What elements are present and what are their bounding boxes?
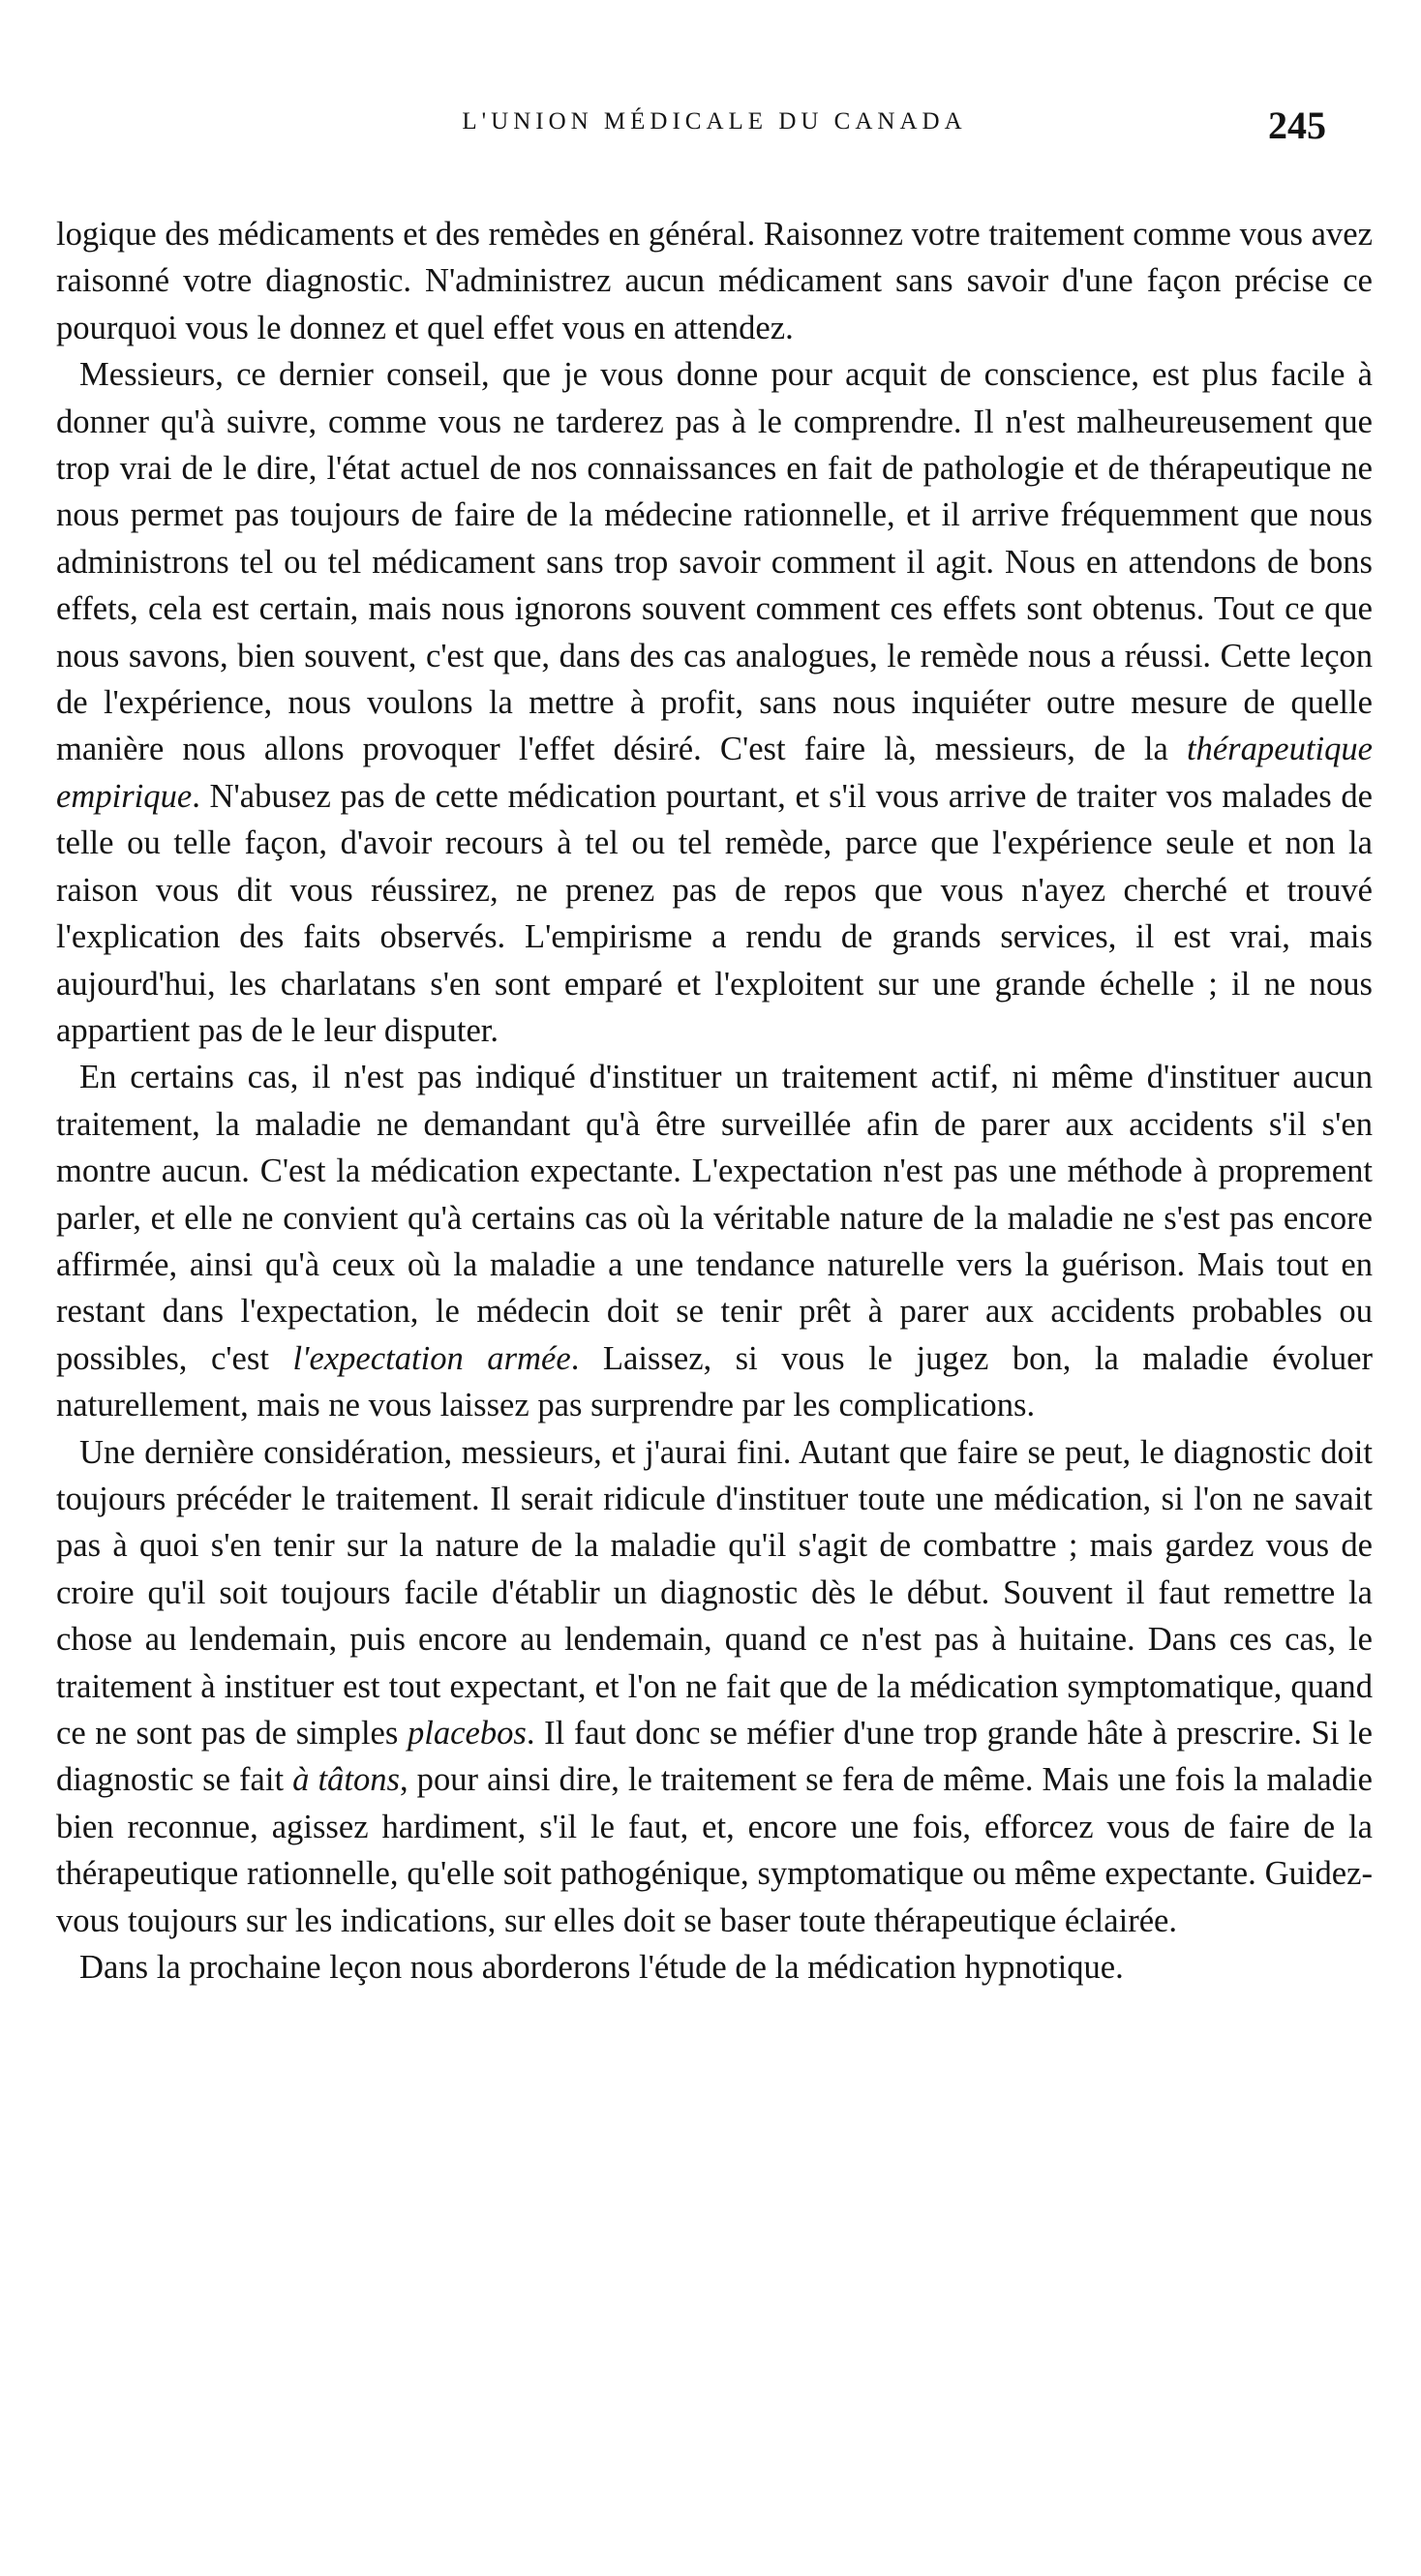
paragraph-expectant-medication [56, 1054, 1373, 1428]
paragraph-diagnosis-first [56, 1429, 1373, 1944]
paragraph-text: Dans la prochaine leçon nous aborderons l'étude de la médication hypnotique. [79, 1949, 1124, 1987]
paragraph-empirical-therapeutics [56, 351, 1373, 1054]
paragraph-text: En certains cas, il n'est pas indiqué d'instituer un traitement actif, ni même d'instituer aucun traitement, la maladie ne demandant qu'à être surveillée afin de parer aux accidents s'il s'en montre aucun. C'est la médication expectante. L'expectation n'est pas une méthode à proprement parler, et elle ne convient qu'à certains cas où la véritable nature de la maladie ne s'est pas encore affirmée, ainsi qu'à ceux où la maladie a une tendance naturelle vers la guérison. Mais tout en restant dans l'expectation, le médecin doit se tenir prêt à parer aux accidents probables ou possibles, c'est [56, 1059, 1373, 1377]
body-text [56, 211, 1373, 1991]
paragraph-text: . Il faut donc se méfier d'une trop grande hâte à prescrire. Si le diagnostic se fait [56, 1715, 1373, 1799]
paragraph-text: . N'abusez pas de cette médication pourtant, et s'il vous arrive de traiter vos malades de telle ou telle façon, d'avoir recours à tel ou tel remède, parce que l'expérience seule et non la raison vous dit vous réussirez, ne prenez pas de repos que vous n'ayez cherché et trouvé l'explication des faits observés. L'empirisme a rendu de grands services, il est vrai, mais aujourd'hui, les charlatans s'en sont emparé et l'exploitent sur une grande échelle ; il ne nous appartient pas de le leur disputer. [56, 777, 1373, 1049]
running-title: L'UNION MÉDICALE DU CANADA [462, 108, 967, 135]
italic-term: thérapeutique empirique [56, 731, 1373, 815]
paragraph-text: . Laissez, si vous le jugez bon, la maladie évoluer naturellement, mais ne vous laissez pas surprendre par les complications. [56, 1339, 1373, 1424]
paragraph-text: Messieurs, ce dernier conseil, que je vous donne pour acquit de conscience, est plus facile à donner qu'à suivre, comme vous ne tarderez pas à le comprendre. Il n'est malheureusement que trop vrai de le dire, l'état actuel de nos connaissances en fait de pathologie et de thérapeutique ne nous permet pas toujours de faire de la médecine rationnelle, et il arrive fréquemment que nous administrons tel ou tel médicament sans trop savoir comment il agit. Nous en attendons de bons effets, cela est certain, mais nous ignorons souvent comment ces effets sont obtenus. Tout ce que nous savons, bien souvent, c'est que, dans des cas analogues, le remède nous a réussi. Cette leçon de l'expérience, nous voulons la mettre à profit, sans nous inquiéter outre mesure de quelle manière nous allons provoquer l'effet désiré. C'est faire là, messieurs, de la [56, 356, 1373, 768]
page-number: 245 [1268, 104, 1326, 147]
paragraph-text: logique des médicaments et des remèdes en général. Raisonnez votre traitement comme vous avez raisonné votre diagnostic. N'administrez aucun médicament sans savoir d'une façon précise ce pourquoi vous le donnez et quel effet vous en attendez. [56, 216, 1373, 346]
paragraph-continuation [56, 211, 1373, 351]
paragraph-next-lesson [56, 1944, 1373, 1991]
paragraph-text: Une dernière considération, messieurs, et j'aurai fini. Autant que faire se peut, le diagnostic doit toujours précéder le traitement. Il serait ridicule d'instituer toute une médication, si l'on ne savait pas à quoi s'en tenir sur la nature de la maladie qu'il s'agit de combattre ; mais gardez vous de croire qu'il soit toujours facile d'établir un diagnostic dès le début. Souvent il faut remettre la chose au lendemain, puis encore au lendemain, quand ce n'est pas à huitaine. Dans ces cas, le traitement à instituer est tout expectant, et l'on ne fait que de la médication symptomatique, quand ce ne sont pas de simples [56, 1433, 1373, 1752]
running-head [56, 104, 1373, 157]
italic-term: l'expectation armée [292, 1339, 571, 1377]
italic-term: placebos [407, 1715, 527, 1752]
paragraph-text: , pour ainsi dire, le traitement se fera de même. Mais une fois la maladie bien reconnue, agissez hardiment, s'il le faut, et, encore une fois, efforcez vous de faire de la thérapeutique rationnelle, qu'elle soit pathogénique, symptomatique ou même expectante. Guidez-vous toujours sur les indications, sur elles doit se baser toute thérapeutique éclairée. [56, 1761, 1373, 1939]
italic-term: à tâtons [292, 1761, 400, 1799]
